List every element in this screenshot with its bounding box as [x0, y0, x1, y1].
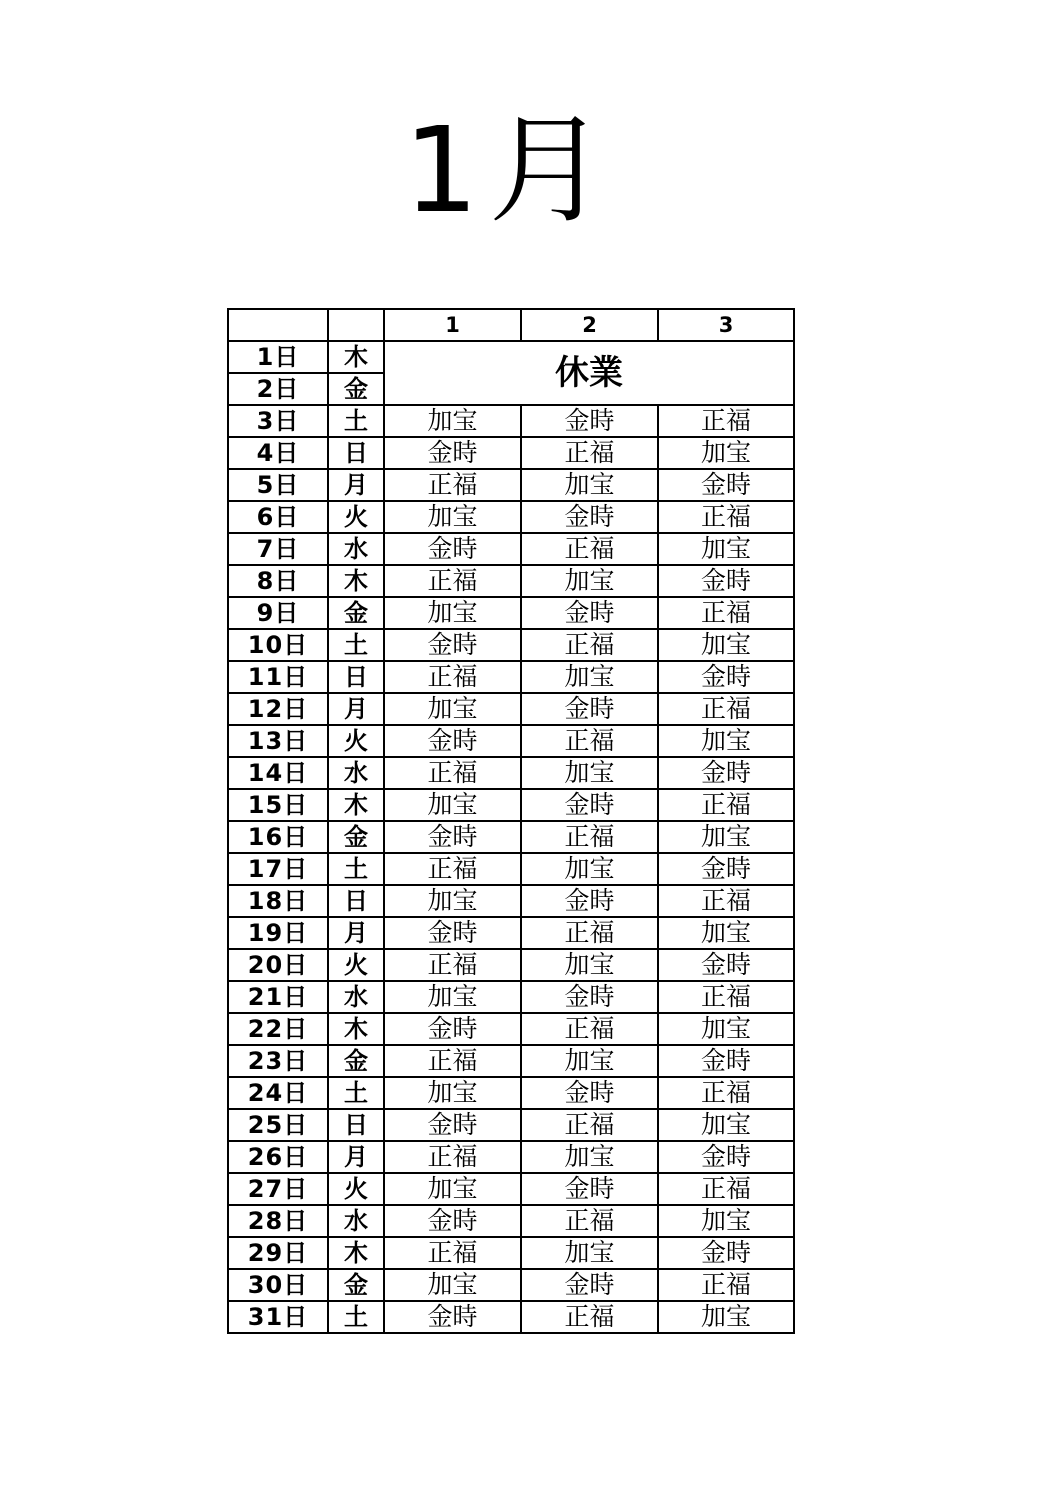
- table-row: [228, 469, 794, 501]
- header-row: [228, 309, 794, 341]
- weekday-cell: 水: [328, 981, 384, 1013]
- assignment-cell-1: 金時: [384, 1301, 521, 1333]
- assignment-cell-3: 金時: [658, 949, 794, 981]
- assignment-cell-1: 正福: [384, 949, 521, 981]
- table-row: [228, 437, 794, 469]
- weekday-cell: 日: [328, 437, 384, 469]
- assignment-cell-1: 金時: [384, 1109, 521, 1141]
- table-row: [228, 501, 794, 533]
- day-cell: 3日: [228, 405, 328, 437]
- weekday-cell: 土: [328, 1301, 384, 1333]
- assignment-cell-3: 金時: [658, 1141, 794, 1173]
- assignment-cell-3: 金時: [658, 757, 794, 789]
- weekday-cell: 火: [328, 725, 384, 757]
- day-cell: 12日: [228, 693, 328, 725]
- day-cell: 4日: [228, 437, 328, 469]
- day-cell: 26日: [228, 1141, 328, 1173]
- day-cell: 18日: [228, 885, 328, 917]
- day-cell: 17日: [228, 853, 328, 885]
- assignment-cell-1: 加宝: [384, 1077, 521, 1109]
- weekday-cell: 月: [328, 693, 384, 725]
- day-cell: 29日: [228, 1237, 328, 1269]
- assignment-cell-3: 加宝: [658, 1301, 794, 1333]
- table-row: [228, 405, 794, 437]
- table-row: [228, 597, 794, 629]
- assignment-cell-2: 加宝: [521, 565, 658, 597]
- assignment-cell-3: 正福: [658, 885, 794, 917]
- assignment-cell-3: 加宝: [658, 725, 794, 757]
- table-row: [228, 1141, 794, 1173]
- weekday-cell: 木: [328, 1013, 384, 1045]
- weekday-cell: 水: [328, 1205, 384, 1237]
- day-cell: 5日: [228, 469, 328, 501]
- weekday-cell: 水: [328, 757, 384, 789]
- assignment-cell-3: 加宝: [658, 821, 794, 853]
- assignment-cell-2: 金時: [521, 1173, 658, 1205]
- assignment-cell-2: 正福: [521, 437, 658, 469]
- closed-cell: 休業: [384, 341, 794, 405]
- weekday-cell: 金: [328, 1045, 384, 1077]
- assignment-cell-1: 金時: [384, 821, 521, 853]
- weekday-cell: 木: [328, 789, 384, 821]
- day-cell: 10日: [228, 629, 328, 661]
- table-row: [228, 1205, 794, 1237]
- assignment-cell-3: 金時: [658, 853, 794, 885]
- table-row: [228, 1173, 794, 1205]
- table-row: [228, 1045, 794, 1077]
- day-cell: 19日: [228, 917, 328, 949]
- assignment-cell-2: 正福: [521, 1109, 658, 1141]
- assignment-cell-3: 加宝: [658, 629, 794, 661]
- assignment-cell-2: 金時: [521, 981, 658, 1013]
- day-cell: 8日: [228, 565, 328, 597]
- table-row: [228, 533, 794, 565]
- table-row: [228, 629, 794, 661]
- assignment-cell-2: 金時: [521, 597, 658, 629]
- table-row: [228, 693, 794, 725]
- assignment-cell-2: 正福: [521, 1013, 658, 1045]
- day-cell: 16日: [228, 821, 328, 853]
- weekday-cell: 土: [328, 405, 384, 437]
- assignment-cell-3: 金時: [658, 661, 794, 693]
- weekday-cell: 木: [328, 565, 384, 597]
- day-cell: 31日: [228, 1301, 328, 1333]
- assignment-cell-2: 金時: [521, 789, 658, 821]
- assignment-cell-2: 正福: [521, 725, 658, 757]
- assignment-cell-2: 正福: [521, 917, 658, 949]
- assignment-cell-1: 正福: [384, 1237, 521, 1269]
- day-cell: 28日: [228, 1205, 328, 1237]
- assignment-cell-2: 正福: [521, 821, 658, 853]
- assignment-cell-3: 加宝: [658, 1109, 794, 1141]
- weekday-cell: 土: [328, 853, 384, 885]
- weekday-cell: 金: [328, 373, 384, 405]
- table-row: [228, 661, 794, 693]
- assignment-cell-2: 正福: [521, 1301, 658, 1333]
- day-cell: 27日: [228, 1173, 328, 1205]
- assignment-cell-3: 正福: [658, 405, 794, 437]
- day-cell: 25日: [228, 1109, 328, 1141]
- table-row: [228, 725, 794, 757]
- day-cell: 11日: [228, 661, 328, 693]
- weekday-cell: 月: [328, 1141, 384, 1173]
- day-cell: 24日: [228, 1077, 328, 1109]
- assignment-cell-2: 金時: [521, 405, 658, 437]
- assignment-cell-1: 正福: [384, 757, 521, 789]
- weekday-cell: 木: [328, 1237, 384, 1269]
- table-row: [228, 1237, 794, 1269]
- header-cell-day: [228, 309, 328, 341]
- assignment-cell-1: 金時: [384, 533, 521, 565]
- weekday-cell: 金: [328, 821, 384, 853]
- assignment-cell-1: 正福: [384, 565, 521, 597]
- assignment-cell-3: 正福: [658, 1077, 794, 1109]
- weekday-cell: 月: [328, 469, 384, 501]
- assignment-cell-2: 加宝: [521, 853, 658, 885]
- table-row: [228, 1077, 794, 1109]
- assignment-cell-2: 加宝: [521, 661, 658, 693]
- table-row: [228, 341, 794, 373]
- day-cell: 2日: [228, 373, 328, 405]
- day-cell: 13日: [228, 725, 328, 757]
- assignment-cell-2: 加宝: [521, 1045, 658, 1077]
- assignment-cell-2: 金時: [521, 693, 658, 725]
- assignment-cell-1: 金時: [384, 1013, 521, 1045]
- header-cell-weekday: [328, 309, 384, 341]
- header-cell-2: 2: [521, 309, 658, 341]
- assignment-cell-3: 正福: [658, 789, 794, 821]
- assignment-cell-3: 加宝: [658, 1013, 794, 1045]
- assignment-cell-3: 正福: [658, 501, 794, 533]
- day-cell: 14日: [228, 757, 328, 789]
- assignment-cell-2: 加宝: [521, 1141, 658, 1173]
- weekday-cell: 火: [328, 501, 384, 533]
- assignment-cell-2: 加宝: [521, 469, 658, 501]
- assignment-cell-1: 加宝: [384, 981, 521, 1013]
- day-cell: 20日: [228, 949, 328, 981]
- table-row: [228, 821, 794, 853]
- assignment-cell-3: 金時: [658, 469, 794, 501]
- header-cell-1: 1: [384, 309, 521, 341]
- weekday-cell: 木: [328, 341, 384, 373]
- assignment-cell-1: 加宝: [384, 597, 521, 629]
- weekday-cell: 火: [328, 1173, 384, 1205]
- assignment-cell-1: 加宝: [384, 693, 521, 725]
- assignment-cell-1: 金時: [384, 1205, 521, 1237]
- assignment-cell-2: 正福: [521, 533, 658, 565]
- table-row: [228, 565, 794, 597]
- weekday-cell: 金: [328, 1269, 384, 1301]
- assignment-cell-3: 正福: [658, 597, 794, 629]
- assignment-cell-1: 加宝: [384, 501, 521, 533]
- table-row: [228, 1301, 794, 1333]
- table-row: [228, 1109, 794, 1141]
- assignment-cell-2: 金時: [521, 501, 658, 533]
- assignment-cell-2: 金時: [521, 1269, 658, 1301]
- table-row: [228, 757, 794, 789]
- assignment-cell-2: 金時: [521, 885, 658, 917]
- day-cell: 21日: [228, 981, 328, 1013]
- assignment-cell-1: 金時: [384, 725, 521, 757]
- table-row: [228, 853, 794, 885]
- weekday-cell: 日: [328, 885, 384, 917]
- assignment-cell-2: 金時: [521, 1077, 658, 1109]
- assignment-cell-3: 正福: [658, 693, 794, 725]
- weekday-cell: 金: [328, 597, 384, 629]
- assignment-cell-1: 加宝: [384, 1269, 521, 1301]
- table-row: [228, 1269, 794, 1301]
- assignment-cell-2: 加宝: [521, 949, 658, 981]
- table-row: [228, 885, 794, 917]
- assignment-cell-3: 金時: [658, 565, 794, 597]
- assignment-cell-1: 正福: [384, 1141, 521, 1173]
- day-cell: 30日: [228, 1269, 328, 1301]
- day-cell: 23日: [228, 1045, 328, 1077]
- assignment-cell-1: 加宝: [384, 405, 521, 437]
- assignment-cell-1: 正福: [384, 469, 521, 501]
- header-cell-3: 3: [658, 309, 794, 341]
- table-row: [228, 949, 794, 981]
- day-cell: 15日: [228, 789, 328, 821]
- table-row: [228, 917, 794, 949]
- day-cell: 22日: [228, 1013, 328, 1045]
- assignment-cell-3: 正福: [658, 1269, 794, 1301]
- assignment-cell-1: 正福: [384, 1045, 521, 1077]
- weekday-cell: 月: [328, 917, 384, 949]
- assignment-cell-1: 加宝: [384, 789, 521, 821]
- weekday-cell: 日: [328, 1109, 384, 1141]
- assignment-cell-3: 加宝: [658, 1205, 794, 1237]
- assignment-cell-1: 正福: [384, 661, 521, 693]
- table-row: [228, 981, 794, 1013]
- weekday-cell: 水: [328, 533, 384, 565]
- assignment-cell-3: 金時: [658, 1045, 794, 1077]
- schedule-table: [227, 308, 795, 1334]
- assignment-cell-3: 正福: [658, 1173, 794, 1205]
- weekday-cell: 火: [328, 949, 384, 981]
- assignment-cell-3: 正福: [658, 981, 794, 1013]
- assignment-cell-1: 加宝: [384, 1173, 521, 1205]
- weekday-cell: 土: [328, 629, 384, 661]
- assignment-cell-3: 金時: [658, 1237, 794, 1269]
- assignment-cell-2: 加宝: [521, 1237, 658, 1269]
- assignment-cell-3: 加宝: [658, 437, 794, 469]
- assignment-cell-1: 加宝: [384, 885, 521, 917]
- day-cell: 9日: [228, 597, 328, 629]
- day-cell: 6日: [228, 501, 328, 533]
- page-title: 1月: [403, 101, 617, 239]
- table-row: [228, 1013, 794, 1045]
- assignment-cell-3: 加宝: [658, 533, 794, 565]
- assignment-cell-2: 正福: [521, 1205, 658, 1237]
- assignment-cell-1: 金時: [384, 437, 521, 469]
- day-cell: 1日: [228, 341, 328, 373]
- assignment-cell-1: 正福: [384, 853, 521, 885]
- assignment-cell-3: 加宝: [658, 917, 794, 949]
- assignment-cell-1: 金時: [384, 917, 521, 949]
- assignment-cell-2: 正福: [521, 629, 658, 661]
- assignment-cell-1: 金時: [384, 629, 521, 661]
- day-cell: 7日: [228, 533, 328, 565]
- table-row: [228, 789, 794, 821]
- weekday-cell: 土: [328, 1077, 384, 1109]
- weekday-cell: 日: [328, 661, 384, 693]
- assignment-cell-2: 加宝: [521, 757, 658, 789]
